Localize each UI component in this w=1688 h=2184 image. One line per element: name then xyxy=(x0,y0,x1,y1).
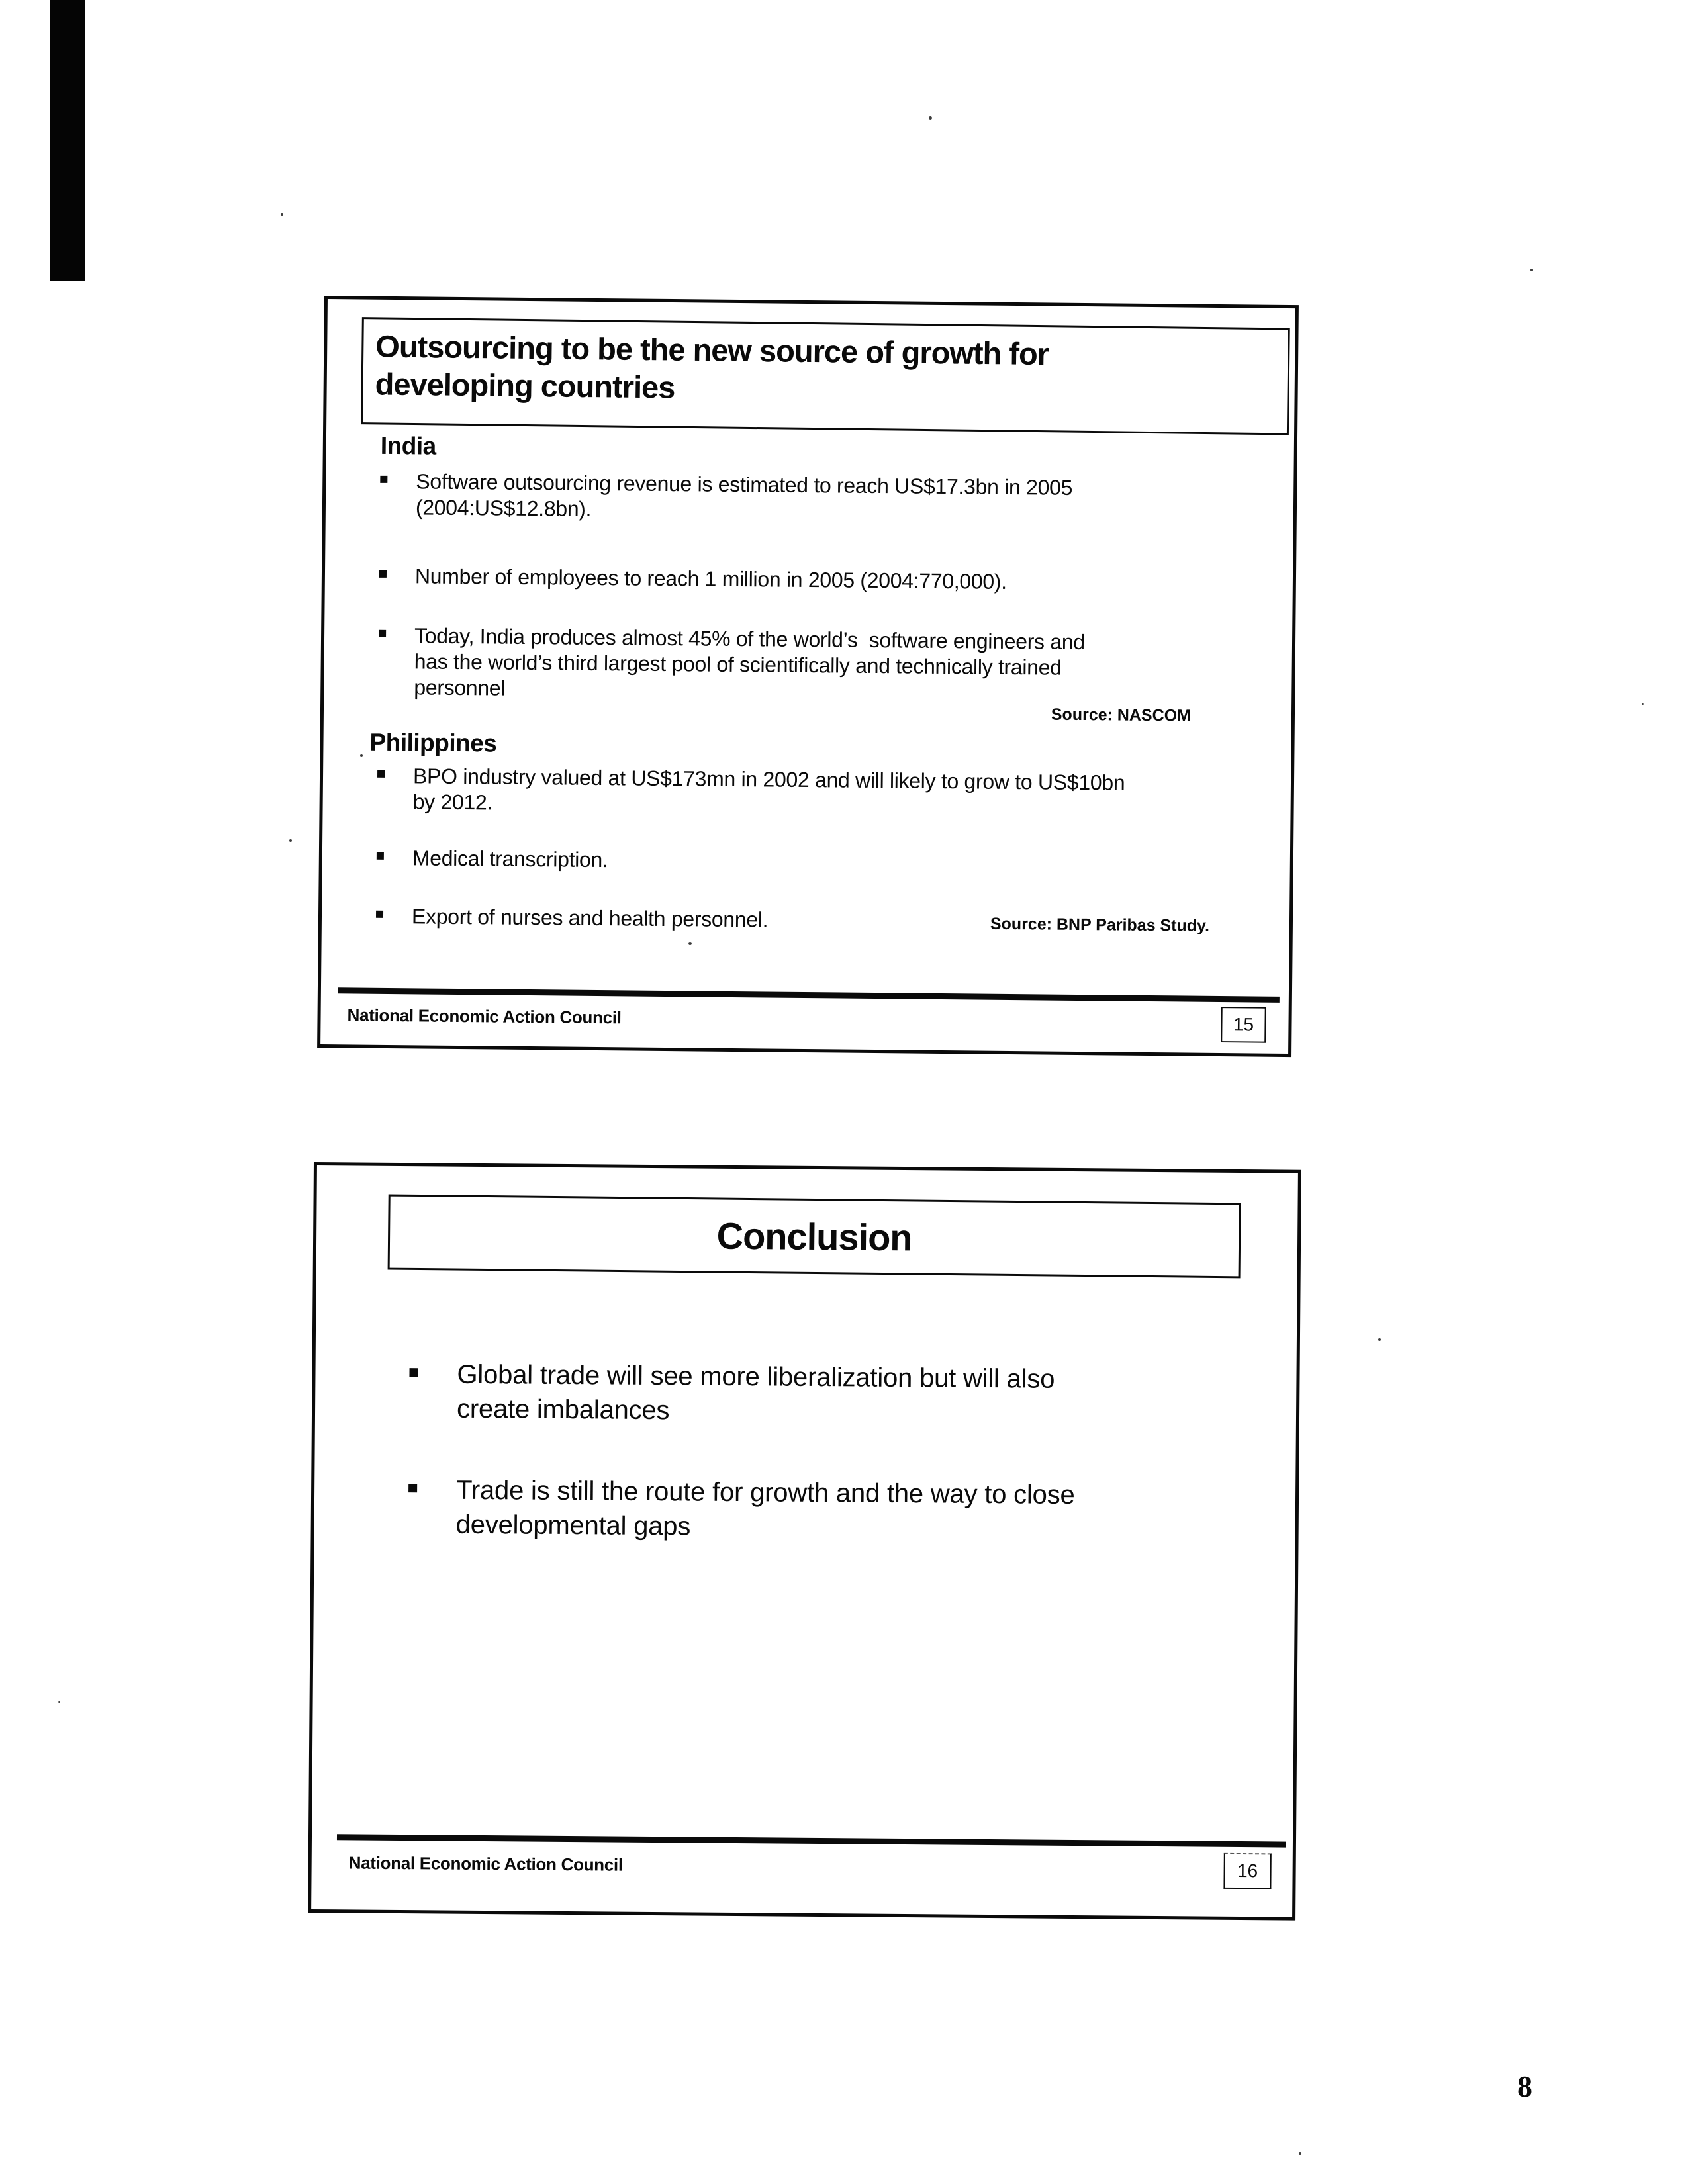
scan-speck xyxy=(360,754,363,757)
footer-organization: National Economic Action Council xyxy=(347,1005,622,1028)
scan-speck xyxy=(1642,703,1644,705)
source-bnp-paribas: Source: BNP Paribas Study. xyxy=(990,914,1210,935)
bullet-text: Global trade will see more liberalization but will also create imbalances xyxy=(456,1359,1055,1426)
bullet-philippines-2 xyxy=(377,845,608,873)
bullet-india-3 xyxy=(378,623,1085,707)
bullet-india-1 xyxy=(380,469,1072,527)
scan-artifact-bar xyxy=(50,0,85,281)
slide-number-badge: 15 xyxy=(1221,1007,1266,1043)
scan-speck xyxy=(1530,269,1533,271)
bullet-text: Export of nurses and health personnel. xyxy=(411,904,769,932)
bullet-philippines-3 xyxy=(376,903,769,933)
bullet-square-icon xyxy=(377,770,385,778)
slide-15-title: Outsourcing to be the new source of growth for developing countries xyxy=(375,328,1049,405)
footer-rule xyxy=(338,987,1280,1003)
slide-16-title-box xyxy=(388,1195,1241,1279)
scan-speck xyxy=(281,213,283,216)
bullet-text: Today, India produces almost 45% of the world’s software engineers and has the world’s third largest pool of scientifically and technically trained personnel xyxy=(414,623,1085,700)
scan-speck xyxy=(929,116,932,120)
page-number: 8 xyxy=(1517,2070,1532,2103)
slide-number-badge: 16 xyxy=(1223,1853,1271,1889)
section-heading-philippines: Philippines xyxy=(369,728,497,757)
bullet-square-icon xyxy=(379,630,386,637)
scan-speck xyxy=(1299,2152,1301,2155)
bullet-square-icon xyxy=(380,476,387,483)
bullet-conclusion-1 xyxy=(409,1357,1055,1431)
bullet-square-icon xyxy=(377,852,384,860)
section-heading-india: India xyxy=(380,432,436,460)
scan-speck xyxy=(688,942,692,945)
bullet-text: Software outsourcing revenue is estimated to reach US$17.3bn in 2005 (2004:US$12.8bn). xyxy=(415,469,1073,521)
bullet-text: BPO industry valued at US$173mn in 2002 and will likely to grow to US$10bn by 2012. xyxy=(412,764,1125,815)
bullet-square-icon xyxy=(409,1368,418,1377)
source-nascom: Source: NASCOM xyxy=(1051,705,1192,725)
bullet-philippines-1 xyxy=(377,763,1125,822)
bullet-square-icon xyxy=(376,911,383,918)
slide-16 xyxy=(308,1162,1301,1921)
scan-speck xyxy=(289,839,292,842)
bullet-text: Trade is still the route for growth and the way to close developmental gaps xyxy=(455,1475,1075,1541)
bullet-india-2 xyxy=(379,563,1007,595)
bullet-conclusion-2 xyxy=(408,1473,1075,1547)
bullet-text: Number of employees to reach 1 million in 2005 (2004:770,000). xyxy=(414,564,1008,594)
slide-15 xyxy=(317,296,1299,1057)
footer-organization: National Economic Action Council xyxy=(348,1852,623,1875)
bullet-square-icon xyxy=(379,570,387,578)
scan-speck xyxy=(1378,1338,1381,1341)
footer-rule xyxy=(337,1834,1286,1847)
slide-16-title: Conclusion xyxy=(716,1214,912,1258)
scan-speck xyxy=(58,1701,60,1703)
bullet-text: Medical transcription. xyxy=(412,846,608,872)
slide-15-title-box xyxy=(361,317,1290,435)
bullet-square-icon xyxy=(408,1484,417,1492)
